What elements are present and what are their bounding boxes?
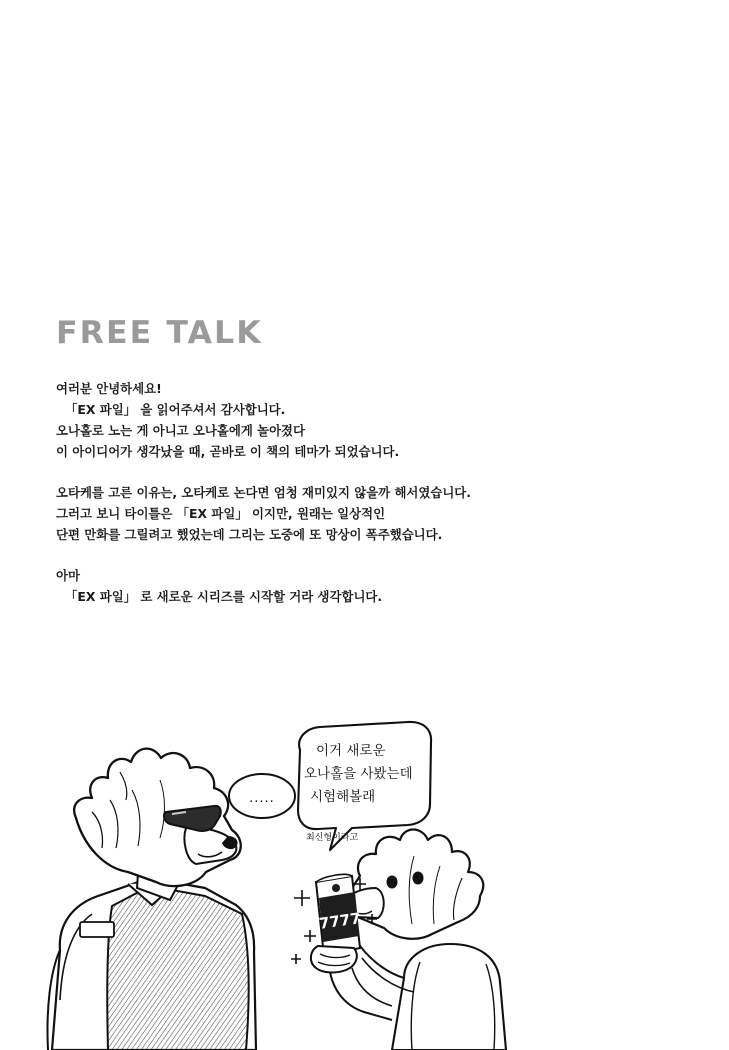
- manga-illustration: [0, 700, 729, 1050]
- bubble-line: 시험해볼래: [310, 789, 376, 805]
- text-line: 오나홀로 노는 게 아니고 오나홀에게 놀아졌다: [56, 423, 305, 438]
- mouth-bubble-text: .....: [249, 791, 275, 806]
- eye-left: [387, 876, 398, 889]
- text-line: 오타케를 고른 이유는, 오타케로 논다면 엄청 재미있지 않을까 해서였습니다.: [56, 485, 471, 500]
- paragraph: [56, 378, 616, 462]
- paragraph: [56, 482, 616, 545]
- product-label: 7777: [317, 909, 362, 933]
- paragraph: [56, 565, 616, 607]
- illustration-area: [0, 700, 729, 1050]
- bubble-small-note: 최신형이라고: [306, 833, 359, 843]
- text-line: 이 아이디어가 생각났을 때, 곧바로 이 책의 테마가 되었습니다.: [56, 444, 400, 459]
- hand: [311, 946, 357, 972]
- text-line: 단편 만화를 그릴려고 했었는데 그리는 도중에 또 망상이 폭주했습니다.: [56, 527, 443, 542]
- text-line: 여러분 안녕하세요!: [56, 381, 162, 396]
- free-talk-body: [56, 378, 616, 607]
- page-title: FREE TALK: [56, 315, 263, 351]
- bubble-line: 오나홀을 사봤는데: [304, 766, 413, 782]
- bubble-line: 이거 새로운: [316, 743, 386, 759]
- mouth-bubble: [229, 774, 295, 818]
- large-wolf-character: [48, 749, 296, 1050]
- small-wolf-character: [340, 830, 506, 1050]
- text-line: 그러고 보니 타이틀은 「EX 파일」 이지만, 원래는 일상적인: [56, 506, 386, 521]
- name-tag: [80, 922, 114, 937]
- text-line: 아마: [56, 568, 80, 583]
- text-line: 「EX 파일」 을 읽어주셔서 감사합니다.: [65, 402, 286, 417]
- eye-right: [413, 872, 424, 885]
- text-line: 「EX 파일」 로 새로운 시리즈를 시작할 거라 생각합니다.: [65, 589, 383, 604]
